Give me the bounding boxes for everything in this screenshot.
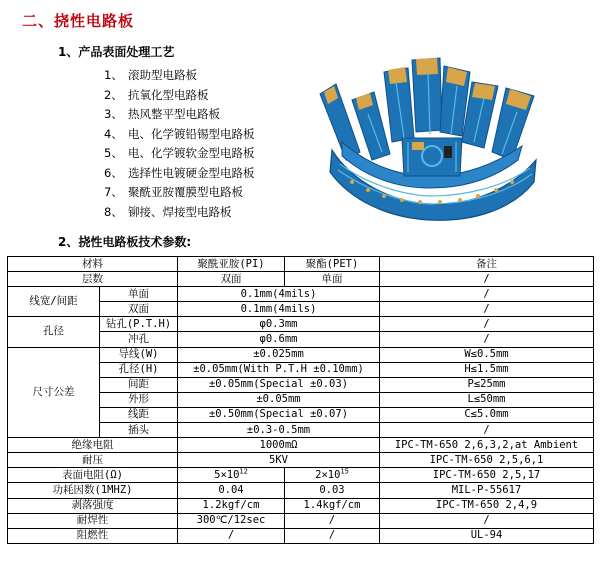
cell: IPC-TM-650 2,4,9 [380, 498, 594, 513]
cell-base: 5×10 [214, 468, 240, 481]
cell: / [380, 272, 594, 287]
cell: ±0.05mm(Special ±0.03) [178, 377, 380, 392]
row-label: 耐焊性 [8, 513, 178, 528]
list-item-number: 5、 [104, 146, 123, 160]
cell: H≤1.5mm [380, 362, 594, 377]
row-label: 导线(W) [100, 347, 178, 362]
header-note: 备注 [380, 257, 594, 272]
row-label: 耐压 [8, 453, 178, 468]
flex-circuit-board-photo [312, 42, 544, 222]
cell: / [178, 528, 285, 543]
list-item [104, 86, 255, 106]
list-item-number: 3、 [104, 107, 123, 121]
cell: W≤0.5mm [380, 347, 594, 362]
cell: 双面 [178, 272, 285, 287]
surface-treatment-heading: 1、产品表面处理工艺 [58, 45, 175, 59]
cell: 1000mΩ [178, 438, 380, 453]
cell: C≤5.0mm [380, 407, 594, 422]
row-label: 层数 [8, 272, 178, 287]
cell: 0.04 [178, 483, 285, 498]
row-label: 阻燃性 [8, 528, 178, 543]
table-row [8, 438, 594, 453]
cell: IPC-TM-650 2,5,17 [380, 468, 594, 483]
row-label: 单面 [100, 287, 178, 302]
list-item-number: 2、 [104, 87, 123, 102]
table-row [8, 468, 594, 483]
cell [178, 468, 285, 483]
cell: / [380, 302, 594, 317]
cell: ±0.05mm [178, 392, 380, 407]
cell: / [380, 317, 594, 332]
table-row [8, 453, 594, 468]
cell: IPC-TM-650 2,6,3,2,at Ambient [380, 438, 594, 453]
row-label: 线距 [100, 407, 178, 422]
cell: 300℃/12sec [178, 513, 285, 528]
row-label: 钻孔(P.T.H) [100, 317, 178, 332]
row-label: 插头 [100, 423, 178, 438]
cell: / [380, 513, 594, 528]
row-label: 孔径(H) [100, 362, 178, 377]
list-item-label: 电、化学镀软金型电路板 [128, 146, 255, 160]
cell-base: 2×10 [315, 468, 341, 481]
list-item-label: 热风整平型电路板 [128, 107, 220, 121]
cell: ±0.025mm [178, 347, 380, 362]
cell: MIL-P-55617 [380, 483, 594, 498]
header-pi: 聚酰亚胺(PI) [178, 257, 285, 272]
connector-strip-left [320, 84, 390, 160]
cell: / [380, 332, 594, 347]
cell [285, 468, 380, 483]
cell: ±0.50mm(Special ±0.07) [178, 407, 380, 422]
cell: / [380, 287, 594, 302]
cell: / [285, 528, 380, 543]
cell: IPC-TM-650 2,5,6,1 [380, 453, 594, 468]
list-item [104, 66, 255, 86]
cell: 0.1mm(4mils) [178, 302, 380, 317]
header-pet: 聚酯(PET) [285, 257, 380, 272]
list-item [104, 203, 255, 223]
cell-exponent: 15 [340, 467, 349, 476]
list-item [104, 125, 255, 145]
group-label: 尺寸公差 [8, 347, 100, 438]
surface-treatment-list [104, 66, 255, 222]
cell: 1.4kgf/cm [285, 498, 380, 513]
cell: P≤25mm [380, 377, 594, 392]
tech-params-heading: 2、挠性电路板技术参数: [58, 235, 192, 249]
list-item-number: 4、 [104, 126, 123, 141]
tech-spec-table [7, 256, 594, 544]
list-item-number: 8、 [104, 204, 123, 219]
cell: 单面 [285, 272, 380, 287]
cell-exponent: 12 [239, 467, 248, 476]
row-label: 剥落强度 [8, 498, 178, 513]
list-item-number: 7、 [104, 185, 123, 199]
row-label: 功耗因数(1MHZ) [8, 483, 178, 498]
list-item-label: 电、化学镀铅锡型电路板 [128, 126, 255, 141]
header-material: 材料 [8, 257, 178, 272]
cell: UL-94 [380, 528, 594, 543]
cell: 1.2kgf/cm [178, 498, 285, 513]
connector-strip-right [462, 82, 534, 160]
cell: 0.1mm(4mils) [178, 287, 380, 302]
group-label: 孔径 [8, 317, 100, 347]
list-item-label: 铆接、焊接型电路板 [128, 204, 232, 219]
row-label: 外形 [100, 392, 178, 407]
row-label: 双面 [100, 302, 178, 317]
list-item-number: 1、 [104, 68, 123, 82]
table-row [8, 317, 594, 332]
table-row [8, 498, 594, 513]
cell: 0.03 [285, 483, 380, 498]
list-item-label: 选择性电镀硬金型电路板 [128, 165, 255, 180]
table-row [8, 513, 594, 528]
cell: ±0.05mm(With P.T.H ±0.10mm) [178, 362, 380, 377]
table-row [8, 483, 594, 498]
list-item-number: 6、 [104, 165, 123, 180]
cell: φ0.3mm [178, 317, 380, 332]
group-label: 线宽/间距 [8, 287, 100, 317]
cell: L≤50mm [380, 392, 594, 407]
row-label: 绝缘电阻 [8, 438, 178, 453]
row-label: 表面电阻(Ω) [8, 468, 178, 483]
list-item [104, 183, 255, 203]
table-row [8, 347, 594, 362]
row-label: 冲孔 [100, 332, 178, 347]
connector-strip-top [384, 58, 470, 142]
list-item-label: 滚助型电路板 [128, 68, 197, 82]
list-item-label: 聚酰亚胺覆膜型电路板 [128, 185, 243, 199]
row-label: 间距 [100, 377, 178, 392]
cell: / [380, 423, 594, 438]
cell: 5KV [178, 453, 380, 468]
table-row [8, 287, 594, 302]
list-item [104, 164, 255, 184]
list-item [104, 105, 255, 125]
table-row [8, 272, 594, 287]
table-row [8, 257, 594, 272]
cell: / [285, 513, 380, 528]
section-title: 二、挠性电路板 [22, 12, 135, 30]
list-item [104, 144, 255, 164]
table-row [8, 528, 594, 543]
cell: φ0.6mm [178, 332, 380, 347]
cell: ±0.3-0.5mm [178, 423, 380, 438]
list-item-label: 抗氧化型电路板 [128, 87, 209, 102]
